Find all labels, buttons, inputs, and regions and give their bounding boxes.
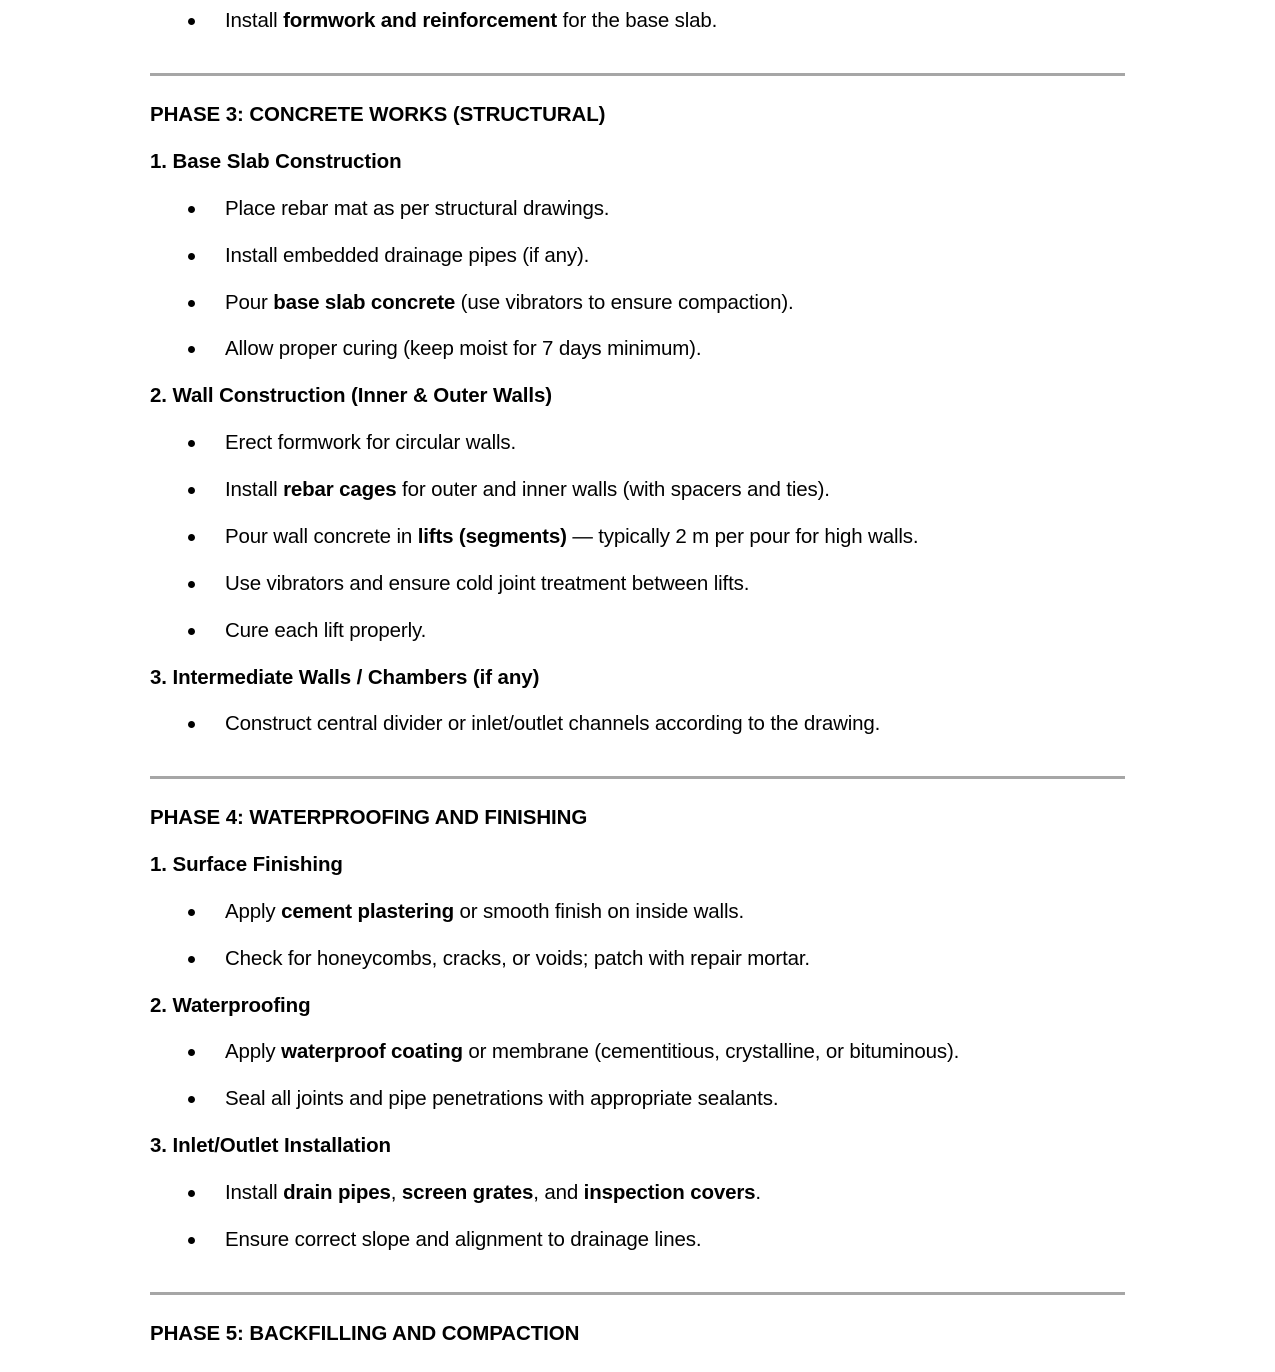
bullet-icon [188, 956, 195, 963]
phase-4-title: PHASE 4: WATERPROOFING AND FINISHING [150, 806, 588, 829]
bullet-icon [188, 440, 195, 447]
bullet-icon [188, 1190, 195, 1197]
bullet-icon [188, 581, 195, 588]
phase-3-subheading-intermediate: 3. Intermediate Walls / Chambers (if any) [150, 666, 540, 689]
phase-5-title: PHASE 5: BACKFILLING AND COMPACTION [150, 1322, 580, 1345]
list-item-text: Check for honeycombs, cracks, or voids; patch with repair mortar. [225, 947, 810, 970]
bullet-icon [188, 18, 195, 25]
section-divider [150, 776, 1125, 779]
list-item-text: Use vibrators and ensure cold joint treatment between lifts. [225, 572, 750, 595]
bullet-icon [188, 534, 195, 541]
phase-4-subheading-waterproofing: 2. Waterproofing [150, 994, 311, 1017]
section-divider [150, 73, 1125, 76]
bullet-icon [188, 206, 195, 213]
phase-3-subheading-walls: 2. Wall Construction (Inner & Outer Walls) [150, 384, 553, 407]
list-item-text: Apply cement plastering or smooth finish on inside walls. [225, 900, 744, 923]
bullet-icon [188, 1049, 195, 1056]
list-item-text: Install formwork and reinforcement for the base slab. [225, 9, 718, 32]
list-item-text: Cure each lift properly. [225, 619, 427, 642]
bullet-icon [188, 1237, 195, 1244]
list-item-text: Construct central divider or inlet/outlet channels according to the drawing. [225, 712, 881, 735]
bullet-icon [188, 628, 195, 635]
list-item-text: Erect formwork for circular walls. [225, 431, 517, 454]
bullet-icon [188, 1096, 195, 1103]
section-divider [150, 1292, 1125, 1295]
list-item-text: Allow proper curing (keep moist for 7 days minimum). [225, 337, 702, 360]
bullet-icon [188, 253, 195, 260]
list-item-text: Install rebar cages for outer and inner walls (with spacers and ties). [225, 478, 830, 501]
list-item-text: Ensure correct slope and alignment to drainage lines. [225, 1228, 702, 1251]
phase-3-title: PHASE 3: CONCRETE WORKS (STRUCTURAL) [150, 103, 606, 126]
bullet-icon [188, 300, 195, 307]
phase-3-subheading-base-slab: 1. Base Slab Construction [150, 150, 402, 173]
list-item-text: Apply waterproof coating or membrane (cementitious, crystalline, or bituminous). [225, 1040, 960, 1063]
list-item-text: Install drain pipes, screen grates, and inspection covers. [225, 1181, 761, 1204]
bullet-icon [188, 487, 195, 494]
phase-4-subheading-inlet-outlet: 3. Inlet/Outlet Installation [150, 1134, 391, 1157]
phase-4-subheading-surface: 1. Surface Finishing [150, 853, 343, 876]
bullet-icon [188, 909, 195, 916]
bullet-icon [188, 346, 195, 353]
list-item-text: Place rebar mat as per structural drawings. [225, 197, 610, 220]
list-item-text: Pour base slab concrete (use vibrators to ensure compaction). [225, 291, 794, 314]
list-item-text: Seal all joints and pipe penetrations with appropriate sealants. [225, 1087, 779, 1110]
list-item-text: Install embedded drainage pipes (if any). [225, 244, 590, 267]
list-item-text: Pour wall concrete in lifts (segments) — typically 2 m per pour for high walls. [225, 525, 919, 548]
bullet-icon [188, 721, 195, 728]
